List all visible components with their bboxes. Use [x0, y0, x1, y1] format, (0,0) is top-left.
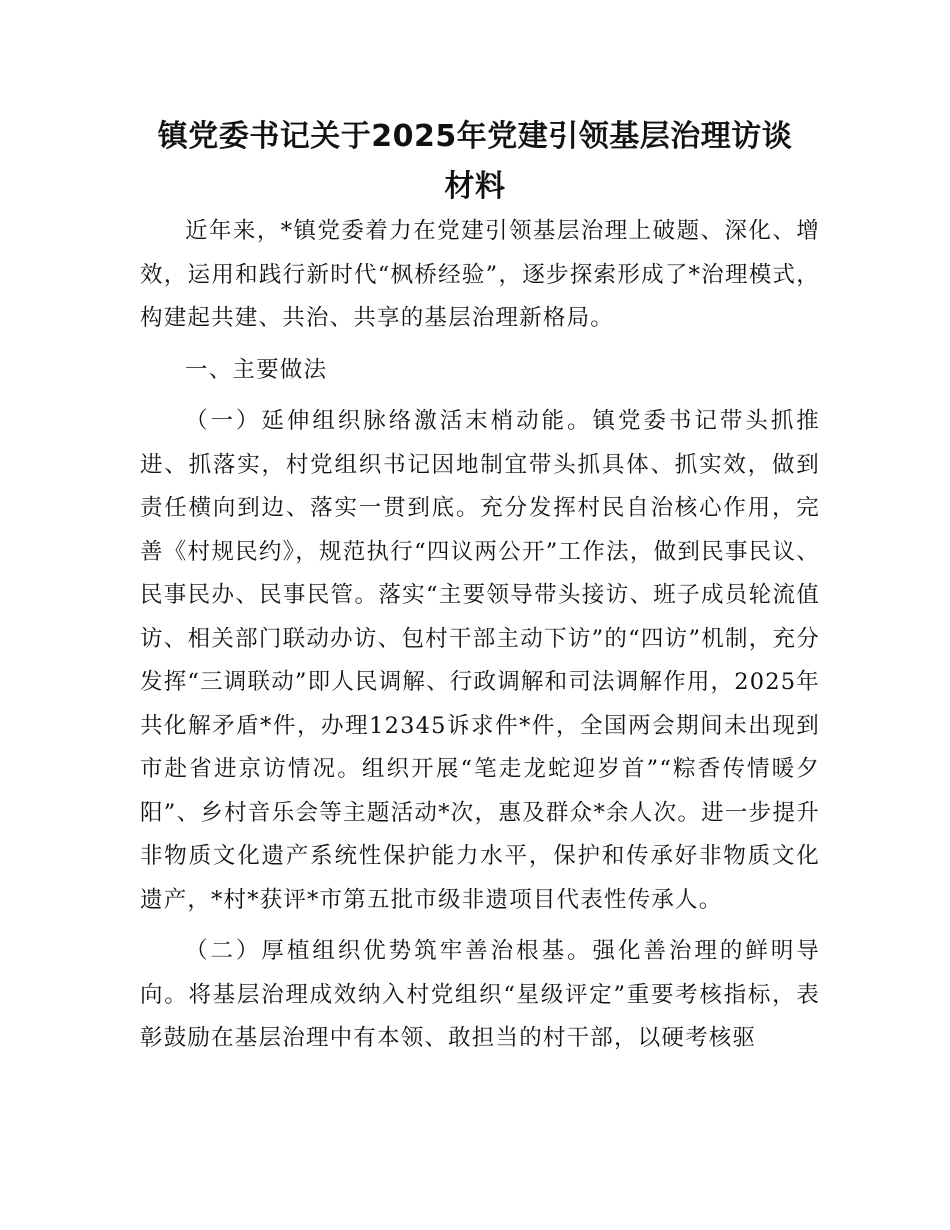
paragraph-section-2: （二）厚植组织优势筑牢善治根基。强化善治理的鲜明导向。将基层治理成效纳入村党组织“星级评定”重要考核指标，表彰鼓励在基层治理中有本领、敢担当的村干部，以硬考核驱 — [140, 938, 820, 1051]
title-line-1: 镇党委书记关于2025年党建引领基层治理访谈 — [157, 119, 793, 154]
paragraph-intro: 近年来，*镇党委着力在党建引领基层治理上破题、深化、增效，运用和践行新时代“枫桥经验”，逐步探索形成了*治理模式，构建起共建、共治、共享的基层治理新格局。 — [140, 218, 820, 331]
document-title — [120, 112, 830, 212]
paragraph-section-1: （一）延伸组织脉络激活末梢动能。镇党委书记带头抓推进、抓落实，村党组织书记因地制宜带头抓具体、抓实效，做到责任横向到边、落实一贯到底。充分发挥村民自治核心作用，完善《村规民约》，规范执行“四议两公开”工作法，做到民事民议、民事民办、民事民管。落实“主要领导带头接访、班子成员轮流值访、相关部门联动办访、包村干部主动下访”的“四访”机制，充分发挥“三调联动”即人民调解、行政调解和司法调解作用，2025年共化解矛盾*件，办理12345诉求件*件，全国两会期间未出现到市赴省进京访情况。组织开展“笔走龙蛇迎岁首”“粽香传情暖夕阳”、乡村音乐会等主题活动*次，惠及群众*余人次。进一步提升非物质文化遗产系统性保护能力水平，保护和传承好非物质文化遗产，*村*获评*市第五批市级非遗项目代表性传承人。 — [140, 408, 820, 913]
section-heading-main-practices: 一、主要做法 — [185, 356, 328, 383]
document-body — [140, 210, 820, 1069]
title-line-2: 材料 — [444, 169, 506, 204]
